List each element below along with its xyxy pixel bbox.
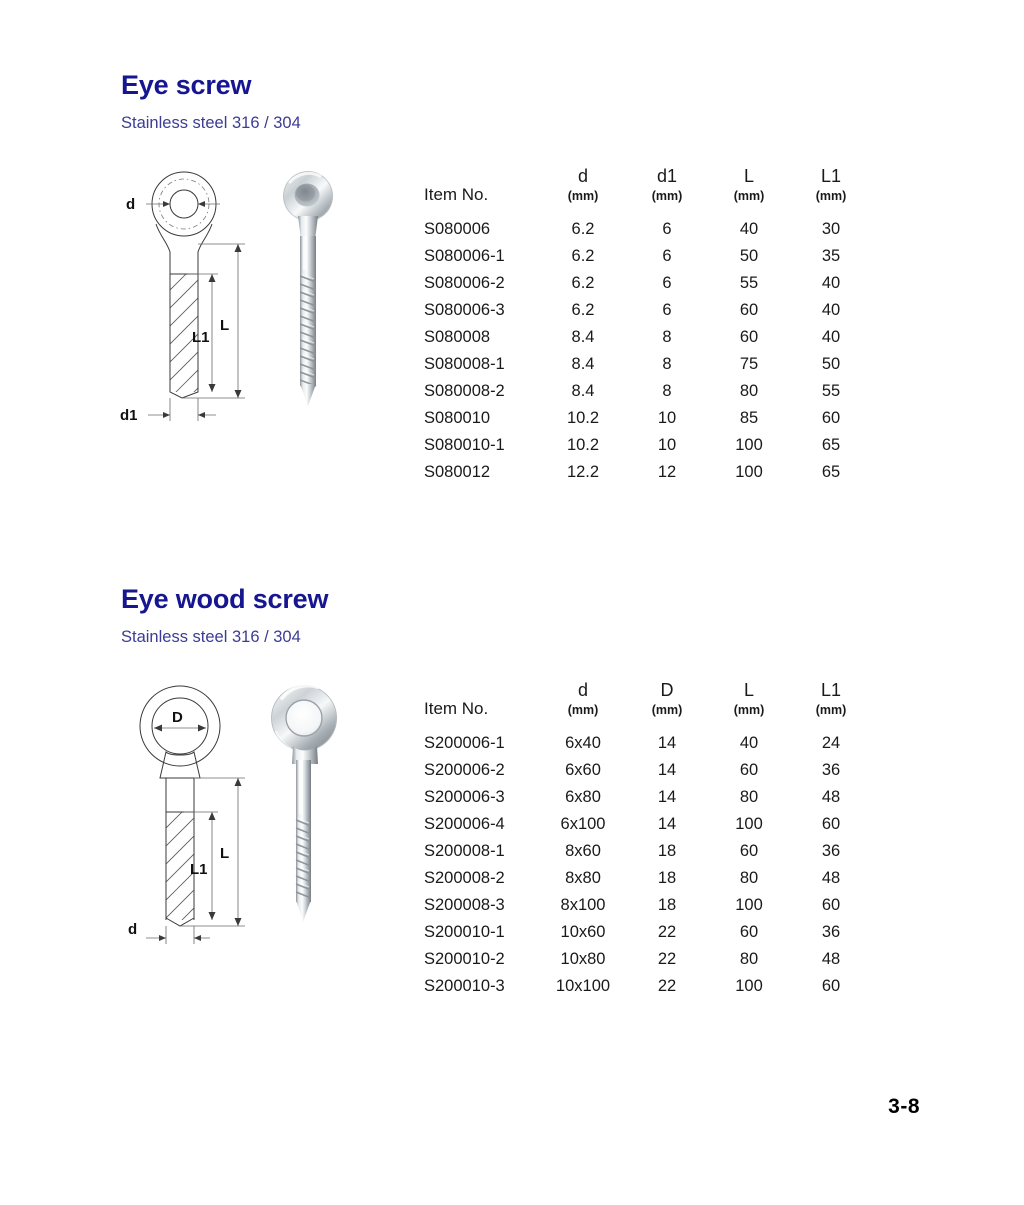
cell-item-no: S080010 [424, 408, 491, 427]
cell-L1: 60 [821, 814, 841, 833]
cell-d: 6.2 [571, 273, 595, 292]
cell-d: 12.2 [566, 462, 600, 481]
table-row [424, 350, 872, 377]
cell-d1: 12 [657, 462, 677, 481]
dim-label-D: D [172, 709, 183, 726]
cell-D: 14 [657, 760, 677, 779]
cell-item-no: S080006 [424, 219, 491, 238]
cell-d: 6.2 [571, 219, 595, 238]
cell-d1: 8 [662, 381, 672, 400]
cell-d1: 6 [662, 219, 672, 238]
cell-item-no: S200008-3 [424, 895, 505, 914]
cell-L: 80 [739, 868, 759, 887]
cell-L1: 55 [821, 381, 841, 400]
cell-d: 6x100 [560, 814, 606, 833]
table-row [424, 918, 872, 945]
table-row [424, 296, 872, 323]
table-body [424, 729, 872, 999]
cell-L: 60 [739, 760, 759, 779]
table-row [424, 891, 872, 918]
cell-d: 8.4 [571, 381, 595, 400]
dim-label-L: L [220, 317, 230, 334]
figure-block-eye-wood-screw [120, 680, 390, 960]
cell-item-no: S200006-4 [424, 814, 505, 833]
cell-item-no: S080006-1 [424, 246, 505, 265]
cell-L: 40 [739, 219, 759, 238]
table-row [424, 783, 872, 810]
cell-d: 8.4 [571, 327, 595, 346]
table-row [424, 810, 872, 837]
cell-L1: 36 [821, 841, 841, 860]
cell-L1: 65 [821, 435, 841, 454]
cell-L: 100 [735, 462, 763, 481]
cell-d: 6.2 [571, 246, 595, 265]
cell-d: 10x80 [560, 949, 606, 968]
cell-item-no: S080006-2 [424, 273, 505, 292]
table-row [424, 323, 872, 350]
cell-d1: 8 [662, 354, 672, 373]
column-header-L: L (mm) [733, 166, 765, 203]
table-row [424, 972, 872, 999]
cell-d1: 6 [662, 273, 672, 292]
table-row [424, 458, 872, 485]
cell-item-no: S080010-1 [424, 435, 505, 454]
cell-L: 75 [739, 354, 759, 373]
cell-L: 55 [739, 273, 759, 292]
column-header-d1: d1 (mm) [651, 166, 683, 203]
table-body [424, 215, 872, 485]
cell-item-no: S200006-2 [424, 760, 505, 779]
cell-D: 18 [657, 841, 677, 860]
eye-wood-screw-technical-drawing [120, 680, 260, 950]
cell-D: 14 [657, 814, 677, 833]
cell-item-no: S200010-2 [424, 949, 505, 968]
cell-d: 8x100 [560, 895, 606, 914]
cell-d1: 6 [662, 300, 672, 319]
cell-d: 6x60 [565, 760, 601, 779]
cell-D: 18 [657, 895, 677, 914]
cell-D: 22 [657, 976, 677, 995]
cell-L1: 60 [821, 895, 841, 914]
column-header-D: D (mm) [651, 680, 683, 717]
cell-item-no: S200010-1 [424, 922, 505, 941]
cell-d: 10.2 [566, 408, 600, 427]
cell-item-no: S080008-2 [424, 381, 505, 400]
cell-item-no: S200010-3 [424, 976, 505, 995]
column-header-d: d (mm) [567, 166, 599, 203]
table-row [424, 945, 872, 972]
figure-block-eye-screw [120, 166, 390, 446]
cell-L: 60 [739, 300, 759, 319]
cell-L1: 40 [821, 327, 841, 346]
table-row [424, 377, 872, 404]
table-header-row [424, 166, 872, 215]
cell-d1: 6 [662, 246, 672, 265]
table-row [424, 269, 872, 296]
cell-item-no: S200006-1 [424, 733, 505, 752]
cell-d: 6.2 [571, 300, 595, 319]
eye-screw-photo [260, 166, 356, 416]
cell-L1: 40 [821, 300, 841, 319]
cell-d: 8.4 [571, 354, 595, 373]
cell-L1: 48 [821, 787, 841, 806]
cell-item-no: S080008 [424, 327, 491, 346]
table-row [424, 404, 872, 431]
dim-label-L: L [220, 845, 230, 862]
cell-item-no: S080012 [424, 462, 491, 481]
cell-L: 60 [739, 327, 759, 346]
eye-wood-screw-photo [260, 680, 356, 930]
table-row [424, 729, 872, 756]
column-header-item-no: Item No. [424, 699, 489, 719]
table-header-row [424, 680, 872, 729]
cell-d: 8x80 [565, 868, 601, 887]
dim-label-d: d [128, 921, 138, 938]
cell-item-no: S080006-3 [424, 300, 505, 319]
cell-L1: 40 [821, 273, 841, 292]
cell-L1: 48 [821, 949, 841, 968]
cell-D: 14 [657, 733, 677, 752]
cell-L1: 35 [821, 246, 841, 265]
cell-d1: 8 [662, 327, 672, 346]
cell-D: 22 [657, 949, 677, 968]
cell-L1: 60 [821, 408, 841, 427]
column-header-L1: L1 (mm) [815, 680, 847, 717]
cell-item-no: S200006-3 [424, 787, 505, 806]
spec-table-eye-screw [424, 166, 872, 485]
cell-L: 60 [739, 841, 759, 860]
cell-L: 85 [739, 408, 759, 427]
cell-L: 60 [739, 922, 759, 941]
cell-L: 80 [739, 949, 759, 968]
table-row [424, 864, 872, 891]
cell-d: 8x60 [565, 841, 601, 860]
section-subtitle: Stainless steel 316 / 304 [121, 114, 301, 132]
cell-L: 100 [735, 976, 763, 995]
cell-L1: 30 [821, 219, 841, 238]
cell-D: 22 [657, 922, 677, 941]
cell-L1: 48 [821, 868, 841, 887]
eye-screw-technical-drawing [120, 166, 260, 436]
cell-L: 100 [735, 435, 763, 454]
cell-item-no: S080008-1 [424, 354, 505, 373]
cell-item-no: S200008-2 [424, 868, 505, 887]
table-row [424, 756, 872, 783]
table-row [424, 431, 872, 458]
column-header-d: d (mm) [567, 680, 599, 717]
cell-L: 50 [739, 246, 759, 265]
cell-L: 80 [739, 787, 759, 806]
table-row [424, 837, 872, 864]
spec-table-eye-wood-screw [424, 680, 872, 999]
table-row [424, 215, 872, 242]
cell-L1: 36 [821, 922, 841, 941]
dim-label-d1: d1 [120, 407, 138, 424]
cell-L: 40 [739, 733, 759, 752]
section-title: Eye screw [121, 70, 252, 100]
section-subtitle: Stainless steel 316 / 304 [121, 628, 301, 646]
dim-label-L1: L1 [190, 861, 208, 878]
dim-label-d: d [126, 196, 136, 213]
cell-d: 10x100 [555, 976, 611, 995]
cell-d: 10x60 [560, 922, 606, 941]
cell-L: 80 [739, 381, 759, 400]
cell-item-no: S200008-1 [424, 841, 505, 860]
cell-D: 18 [657, 868, 677, 887]
cell-L1: 50 [821, 354, 841, 373]
cell-L1: 60 [821, 976, 841, 995]
cell-L: 100 [735, 814, 763, 833]
cell-L1: 36 [821, 760, 841, 779]
column-header-L1: L1 (mm) [815, 166, 847, 203]
dim-label-L1: L1 [192, 329, 210, 346]
cell-d1: 10 [657, 435, 677, 454]
cell-D: 14 [657, 787, 677, 806]
cell-d: 6x80 [565, 787, 601, 806]
page-number: 3-8 [888, 1095, 920, 1118]
cell-d1: 10 [657, 408, 677, 427]
cell-d: 6x40 [565, 733, 601, 752]
cell-d: 10.2 [566, 435, 600, 454]
table-row [424, 242, 872, 269]
cell-L1: 24 [821, 733, 841, 752]
column-header-L: L (mm) [733, 680, 765, 717]
cell-L: 100 [735, 895, 763, 914]
section-title: Eye wood screw [121, 584, 329, 614]
column-header-item-no: Item No. [424, 185, 489, 205]
cell-L1: 65 [821, 462, 841, 481]
